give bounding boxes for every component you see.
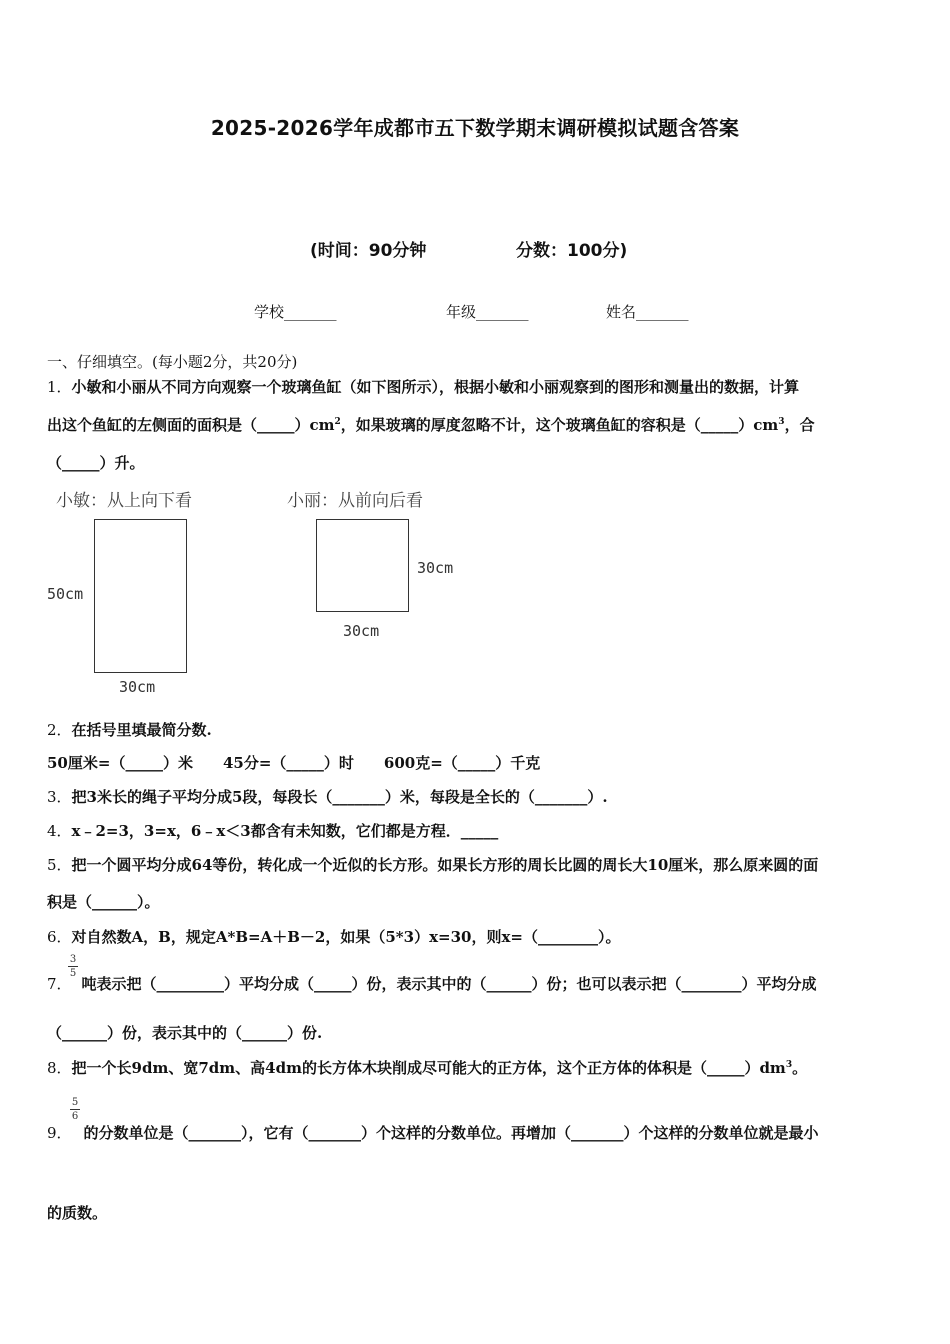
question-8 (47, 1057, 807, 1078)
dimension-label: 30cm (343, 622, 380, 640)
grade-field: 年级_______ (446, 303, 529, 321)
question-number: 5． (47, 856, 72, 874)
exam-score: 分数：100分) (516, 241, 628, 261)
school-field: 学校_______ (254, 303, 337, 321)
fraction-numerator: 5 (71, 1097, 79, 1108)
figure-label-xiaomin: 小敏：从上向下看 (56, 491, 192, 511)
fraction-denominator: 6 (71, 1111, 79, 1122)
question-text: x﹣2=3，3=x，6﹣x＜3都含有未知数，它们都是方程．_____ (71, 822, 499, 840)
question-text: 小敏和小丽从不同方向观察一个玻璃鱼缸（如下图所示），根据小敏和小丽观察到的图形和测量出的数据，计算 (71, 378, 800, 396)
fraction-bar (70, 1109, 80, 1110)
question-1 (47, 376, 799, 397)
question-number: 7． (47, 975, 72, 993)
section-heading: 一、仔细填空。(每小题2分，共20分) (47, 353, 298, 371)
question-text: 的分数单位是（_______），它有（_______）个这样的分数单位。再增加（_______）个这样的分数单位就是最小 (83, 1124, 819, 1142)
question-6 (47, 926, 620, 947)
question-text: 把一个长9dm、宽7dm、高4dm的长方体木块削成尽可能大的正方体，这个正方体的体积是（_____）dm (71, 1059, 786, 1077)
question-number: 9． (47, 1124, 72, 1142)
question-1-line2 (47, 414, 815, 435)
question-9-line2: 的质数。 (47, 1204, 108, 1222)
question-text: 把3米长的绳子平均分成5段，每段长（_______）米，每段是全长的（_______）. (71, 788, 608, 806)
exam-time: (时间：90分钟 (310, 241, 427, 261)
fraction-denominator: 5 (69, 968, 77, 979)
superscript: 3 (778, 417, 785, 427)
top-view-rectangle (94, 519, 187, 673)
question-7-line2: （______）份，表示其中的（______）份. (47, 1024, 323, 1042)
question-text: 在括号里填最简分数. (71, 721, 212, 739)
figure-label-xiaoli: 小丽：从前向后看 (287, 491, 423, 511)
dimension-label: 30cm (417, 559, 454, 577)
superscript: 2 (334, 417, 341, 427)
question-text: 。 (792, 1059, 808, 1077)
question-text: 吨表示把（_________）平均分成（_____）份，表示其中的（______）份；也可以表示把（________）平均分成 (81, 975, 817, 993)
name-field: 姓名_______ (606, 303, 689, 321)
fraction-numerator: 3 (69, 954, 77, 965)
question-5-line2: 积是（______）。 (47, 893, 160, 911)
page-title: 2025-2026学年成都市五下数学期末调研模拟试题含答案 (210, 116, 740, 140)
question-text: 出这个鱼缸的左侧面的面积是（_____）cm (47, 416, 335, 434)
question-text: ，合 (784, 416, 815, 434)
question-number: 3． (47, 788, 72, 806)
question-text: 对自然数A，B，规定A*B=A＋B－2，如果（5*3）x=30，则x=（________）。 (71, 928, 621, 946)
question-number: 1． (47, 378, 72, 396)
question-1-line3: （_____）升。 (47, 454, 145, 472)
question-number: 6． (47, 928, 72, 946)
fraction-five-sixths (70, 1097, 80, 1122)
question-2 (47, 719, 212, 740)
question-3 (47, 786, 608, 807)
question-number: 8． (47, 1059, 72, 1077)
fraction-bar (68, 966, 78, 967)
question-9 (47, 1122, 819, 1143)
question-7 (47, 973, 817, 994)
question-text: 把一个圆平均分成64等份，转化成一个近似的长方形。如果长方形的周长比圆的周长大10厘米，那么原来圆的面 (71, 856, 819, 874)
question-number: 2． (47, 721, 72, 739)
superscript: 3 (785, 1060, 793, 1070)
question-number: 4． (47, 822, 72, 840)
dimension-label: 50cm (47, 585, 84, 603)
question-text: ，如果玻璃的厚度忽略不计，这个玻璃鱼缸的容积是（_____）cm (340, 416, 779, 434)
question-4 (47, 820, 498, 841)
question-5 (47, 854, 818, 875)
front-view-square (316, 519, 409, 612)
dimension-label: 30cm (119, 678, 156, 696)
question-2-line2: 50厘米=（_____）米 45分=（_____）时 600克=（_____）千克 (47, 754, 541, 772)
